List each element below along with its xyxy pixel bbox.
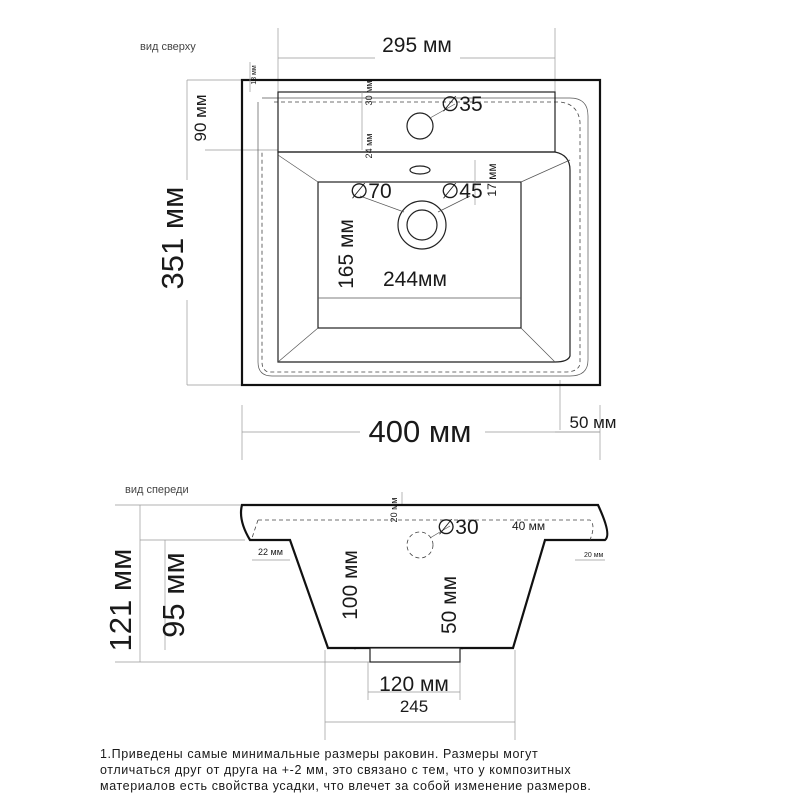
footnote (100, 746, 790, 794)
bottom-width-label: 245 (399, 697, 429, 716)
rim-depth-label: 90 мм (191, 94, 210, 142)
tap-hole-label: ∅35 (441, 93, 483, 116)
drain-stub (370, 648, 460, 662)
front-view-title: вид спереди (125, 484, 189, 496)
tap-hole (407, 113, 433, 139)
tap-shelf (278, 92, 555, 152)
bowl-width-label: 244мм (383, 268, 447, 291)
footnote-line: отличаться друг от друга на +-2 мм, это связано с тем, что у композитных (100, 763, 572, 777)
sink-profile (241, 505, 607, 648)
inner-height-label: 100 мм (339, 550, 362, 620)
width-total-label: 400 мм (368, 414, 472, 449)
hole-diameter-label: ∅30 (437, 516, 479, 539)
bowl-edge (278, 328, 318, 362)
drain-inner (407, 210, 437, 240)
hole-offset-top-label: 30 мм (364, 80, 374, 106)
footnote-line: 1.Приведены самые минимальные размеры раковин. Размеры могут (100, 747, 539, 761)
drain-diameter-label: ∅70 (350, 180, 392, 203)
overflow-offset-label: 17 мм (485, 163, 499, 197)
right-lip-label: 20 мм (584, 552, 604, 559)
overflow-slot (410, 166, 430, 174)
top-view (140, 28, 617, 460)
width-inner-label: 295 мм (382, 34, 452, 57)
footnote-line: материалов есть свойства усадки, что влечет за собой изменение размеров. (100, 779, 592, 793)
total-height-label: 121 мм (103, 548, 138, 652)
sink-outline (242, 80, 600, 385)
bowl-edge (521, 328, 555, 362)
top-view-title: вид сверху (140, 41, 196, 53)
bowl-edge (278, 155, 318, 182)
depth-total-label: 351 мм (155, 186, 190, 290)
rim-dashed-outline (262, 102, 580, 372)
rim-edge-label: 13 мм (251, 65, 258, 85)
drain-outer (398, 201, 446, 249)
drain-inner-label: ∅45 (441, 180, 483, 203)
hole-height-label: 50 мм (438, 575, 461, 635)
bowl-outer (278, 152, 570, 362)
bowl-edge (521, 160, 570, 182)
base-width-label: 120 мм (379, 673, 449, 696)
bowl-height-label: 95 мм (156, 552, 191, 638)
front-view (103, 484, 607, 740)
rim-outline (258, 98, 588, 376)
bowl-depth-label: 165 мм (335, 219, 358, 289)
side-rim-label: 50 мм (569, 413, 617, 432)
hole-offset-bottom-label: 24 мм (364, 133, 374, 159)
rim-overhang-label: 40 мм (512, 519, 546, 533)
rim-thickness-label: 20 мм (389, 497, 399, 523)
left-lip-label: 22 мм (258, 547, 283, 557)
